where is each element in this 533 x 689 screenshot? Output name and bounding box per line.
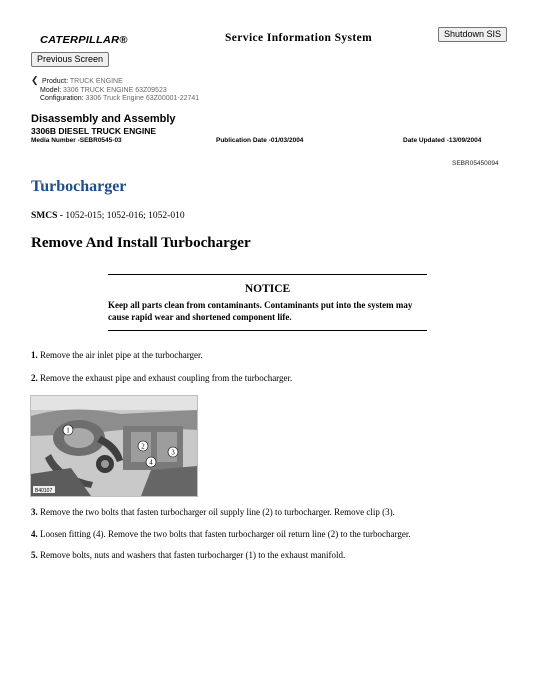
model-label: Model:: [40, 86, 62, 94]
callout-1: [63, 425, 73, 435]
product-label: Product:: [41, 78, 69, 85]
product-info: [31, 76, 199, 104]
step-1: [31, 350, 203, 360]
date-updated: Date Updated -13/09/2004: [403, 137, 482, 144]
notice-title: NOTICE: [244, 283, 291, 295]
previous-screen-button[interactable]: Previous Screen: [31, 52, 109, 67]
smcs-values: 1052-015; 1052-016; 1052-010: [65, 211, 185, 221]
step-text: Loosen fitting (4). Remove the two bolts that fasten turbocharger oil return line (2) to the turbocharger.: [40, 529, 411, 539]
section-subtitle: 3306B DIESEL TRUCK ENGINE: [31, 126, 157, 136]
media-number: Media Number -SEBR0545-03: [31, 137, 122, 144]
step-number: 1.: [31, 350, 38, 360]
step-5: [31, 550, 345, 560]
procedure-heading: Remove And Install Turbocharger: [31, 235, 251, 251]
svg-text:4: 4: [149, 458, 153, 467]
notice-text: Keep all parts clean from contaminants. Contaminants put into the system may cause rapid wear and shortened component life.: [108, 300, 413, 322]
document-id: SEBR05450094: [452, 160, 499, 167]
step-text: Remove the exhaust pipe and exhaust coupling from the turbocharger.: [40, 373, 293, 383]
step-number: 5.: [31, 550, 38, 560]
engine-illustration: [31, 396, 197, 496]
svg-text:2: 2: [141, 442, 145, 451]
photo-caption: B40107: [35, 488, 53, 494]
product-value: TRUCK ENGINE: [69, 78, 123, 85]
article-heading: Turbocharger: [31, 178, 127, 195]
step-text: Remove the air inlet pipe at the turbocharger.: [40, 350, 203, 360]
shutdown-sis-button[interactable]: Shutdown SIS: [438, 27, 507, 42]
step-number: 4.: [31, 529, 38, 539]
model-value: 3306 TRUCK ENGINE 63Z09523: [62, 86, 167, 94]
callout-2: [138, 441, 148, 451]
callout-4: [146, 457, 156, 467]
step-number: 3.: [31, 507, 38, 517]
configuration-value: 3306 Truck Engine 63Z00001-22741: [85, 95, 200, 102]
caterpillar-logo: CATERPILLAR®: [40, 34, 128, 46]
section-title: Disassembly and Assembly: [31, 113, 176, 125]
step-text: Remove bolts, nuts and washers that fasten turbocharger (1) to the exhaust manifold.: [40, 550, 346, 560]
step-2: [31, 373, 292, 383]
svg-text:1: 1: [66, 426, 70, 435]
step-text: Remove the two bolts that fasten turbocharger oil supply line (2) to turbocharger. Remove clip (3).: [40, 507, 395, 517]
step-number: 2.: [31, 373, 38, 383]
step-3: [31, 507, 395, 517]
step-4: [31, 529, 411, 539]
smcs-codes: [31, 211, 185, 221]
smcs-label: SMCS -: [31, 211, 63, 221]
publication-date: Publication Date -01/03/2004: [216, 137, 304, 144]
configuration-label: Configuration:: [40, 95, 84, 102]
back-arrow-icon[interactable]: ❮: [31, 75, 39, 85]
callout-3: [168, 447, 178, 457]
svg-text:3: 3: [171, 448, 175, 457]
notice-top-rule: [108, 274, 427, 275]
page-title: Service Information System: [225, 32, 373, 44]
turbocharger-photo: [30, 395, 198, 497]
notice-bottom-rule: [108, 330, 427, 331]
